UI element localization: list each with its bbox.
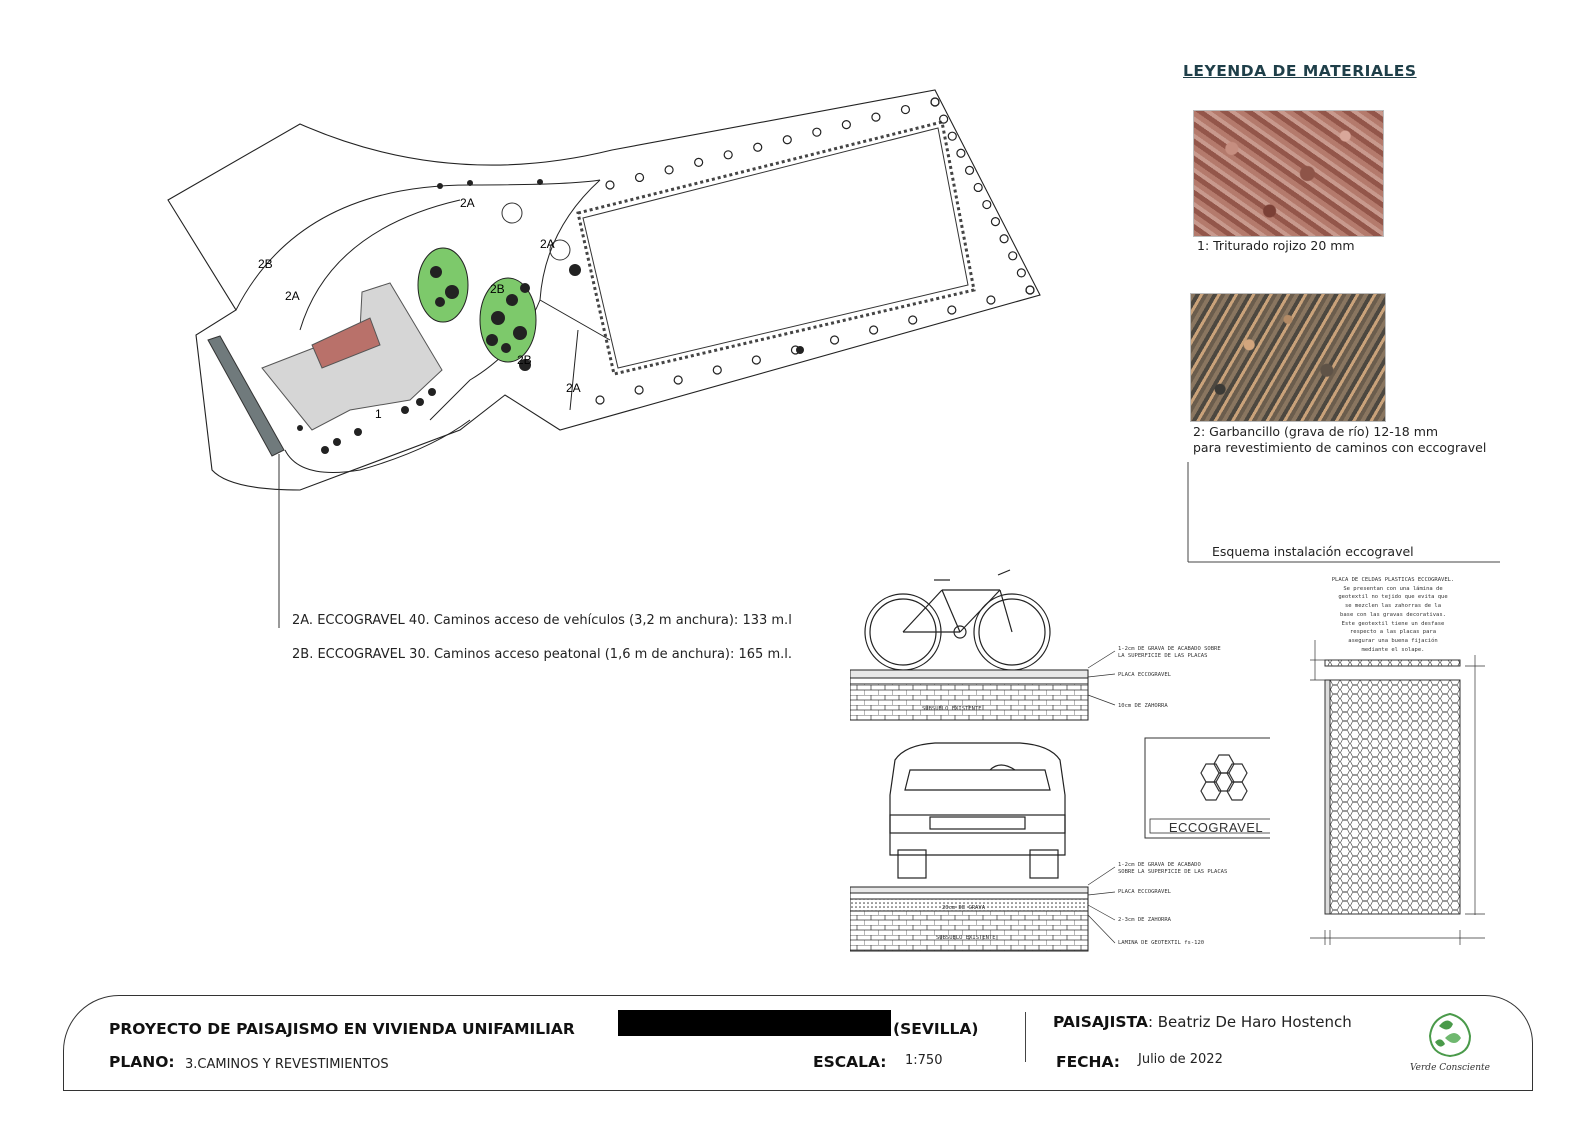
perimeter-tree (1009, 252, 1017, 260)
perimeter-tree (991, 218, 999, 226)
perimeter-tree (636, 173, 644, 181)
redacted-block (618, 1010, 891, 1036)
zone-label: 2B (517, 353, 532, 367)
plan-label: PLANO: (109, 1053, 175, 1071)
bicycle-drawing (865, 570, 1050, 670)
perimeter-tree (901, 106, 909, 114)
perimeter-tree (596, 396, 604, 404)
perimeter-tree (870, 326, 878, 334)
material-1-caption: 1: Triturado rojizo 20 mm (1197, 238, 1355, 253)
perimeter-tree (966, 166, 974, 174)
zone-label: 2A (460, 196, 475, 210)
perimeter-tree (831, 336, 839, 344)
car-drawing (890, 743, 1065, 878)
perimeter-tree (665, 166, 673, 174)
court-hedge (578, 122, 974, 374)
perimeter-tree (752, 356, 760, 364)
scheme-title: Esquema instalación eccogravel (1212, 544, 1414, 559)
layer-plate (850, 678, 1088, 684)
title-block-divider (1025, 1012, 1026, 1062)
material-swatch-river-gravel (1190, 293, 1386, 422)
parking-strip (208, 336, 284, 456)
perimeter-tree (948, 132, 956, 140)
perimeter-tree (909, 316, 917, 324)
zone-label: 2B (258, 257, 273, 271)
perimeter-tree (931, 98, 939, 106)
perimeter-tree (1000, 235, 1008, 243)
layer-plate (850, 893, 1088, 899)
car-label-1b: SOBRE LA SUPERFICIE DE LAS PLACAS (1118, 869, 1228, 875)
tree-cluster (418, 248, 468, 322)
perimeter-tree (872, 113, 880, 121)
logo-text: Verde Consciente (1410, 1063, 1490, 1073)
perimeter-tree (724, 151, 732, 159)
layer-gravel (850, 887, 1088, 893)
eccogravel-logo-text: ECCOGRAVEL (1168, 820, 1264, 835)
car-label-3: 2-3cm DE ZAHORRA (1118, 917, 1171, 923)
perimeter-tree (983, 201, 991, 209)
landscaper (1053, 1012, 1352, 1031)
perimeter-tree (635, 386, 643, 394)
bike-label-1b: LA SUPERFICIE DE LAS PLACAS (1118, 653, 1208, 659)
perimeter-tree (606, 181, 614, 189)
car-gravel: 20cm DE GRAVA (942, 905, 986, 911)
perimeter-tree (948, 306, 956, 314)
car-subsoil: SUBSUELO EXISTENTE (936, 935, 996, 941)
landscaper-label: PAISAJISTA (1053, 1013, 1148, 1031)
material-2-caption: 2: Garbancillo (grava de río) 12-18 mm (1193, 424, 1439, 439)
scale-label: ESCALA: (813, 1053, 887, 1071)
car-label-2: PLACA ECCOGRAVEL (1118, 889, 1171, 895)
perimeter-tree (813, 128, 821, 136)
landscaper-value: : Beatriz De Haro Hostench (1147, 1013, 1352, 1031)
perimeter-tree (957, 149, 965, 157)
perimeter-tree (783, 136, 791, 144)
car-label-1a: 1-2cm DE GRAVA DE ACABADO (1118, 862, 1201, 868)
note-2b: 2B. ECCOGRAVEL 30. Caminos acceso peatonal (1,6 m de anchura): 165 m.l. (292, 647, 793, 662)
layer-gravel (850, 670, 1088, 678)
project-title: PROYECTO DE PAISAJISMO EN VIVIENDA UNIFAMILIAR (109, 1020, 575, 1038)
perimeter-tree (695, 158, 703, 166)
perimeter-tree (974, 183, 982, 191)
bike-label-1a: 1-2cm DE GRAVA DE ACABADO SOBRE (1118, 646, 1221, 652)
perimeter-tree (754, 143, 762, 151)
date-label: FECHA: (1056, 1053, 1121, 1071)
ornamental-tree (502, 203, 522, 223)
path-line-2 (570, 330, 578, 410)
perimeter-tree (987, 296, 995, 304)
verde-consciente-logo (1415, 1008, 1485, 1063)
zone-label: 2B (490, 282, 505, 296)
bike-label-2: PLACA ECCOGRAVEL (1118, 672, 1171, 678)
bike-label-3: 10cm DE ZAHORRA (1118, 703, 1168, 709)
plan-value: 3.CAMINOS Y REVESTIMIENTOS (185, 1057, 389, 1072)
project-location: (SEVILLA) (893, 1020, 979, 1038)
perimeter-tree (674, 376, 682, 384)
perimeter-tree (1017, 269, 1025, 277)
zone-label: 1 (375, 407, 382, 421)
section-drawings (850, 565, 1270, 975)
material-2-caption-line2: para revestimiento de caminos con eccogravel (1193, 440, 1487, 455)
car-label-4: LAMINA DE GEOTEXTIL fs-120 (1118, 940, 1205, 946)
zone-label: 2A (540, 237, 555, 251)
bike-subsoil: SUBSUELO EXISTENTE (922, 706, 982, 712)
plate-description: PLACA DE CELDAS PLASTICAS ECCOGRAVEL. Se presentan con una lámina de geotextil no tejido que evita que se mezclen las zahorras de la base con las gravas decorativas. Este geotextil tiene un desfase respecto a las placas para asegurar una buena fijación mediante el solape. (1331, 577, 1455, 653)
perimeter-tree (940, 115, 948, 123)
perimeter-tree (842, 121, 850, 129)
material-swatch-red-gravel (1193, 110, 1384, 237)
legend-title: LEYENDA DE MATERIALES (1183, 62, 1417, 80)
zone-label: 2A (566, 381, 581, 395)
layer-zahorra (850, 684, 1088, 720)
perimeter-tree (1026, 286, 1034, 294)
plate-detail-drawing (1290, 640, 1500, 960)
zone-label: 2A (285, 289, 300, 303)
perimeter-tree (713, 366, 721, 374)
date-value: Julio de 2022 (1138, 1052, 1223, 1067)
scale-value: 1:750 (905, 1053, 943, 1068)
layer-zahorra (850, 911, 1088, 951)
note-2a: 2A. ECCOGRAVEL 40. Caminos acceso de vehículos (3,2 m anchura): 133 m.l (292, 613, 792, 628)
